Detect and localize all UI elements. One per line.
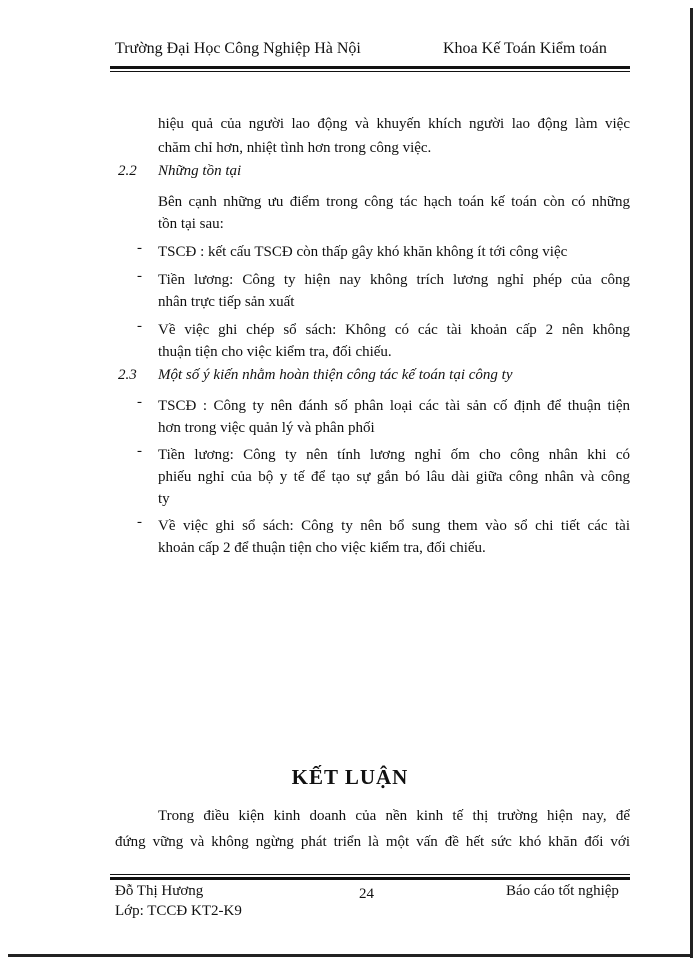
section-2-3-bullet-1-line-2: hơn trong việc quản lý và phân phối — [158, 420, 375, 436]
page-border-bottom — [8, 954, 693, 957]
section-number: 2.3 — [118, 367, 137, 383]
section-2-3-bullet-1-line-1: TSCĐ : Công ty nên đánh số phân loại các tài sản cố định để thuận tiện — [158, 398, 630, 414]
footer-author: Đỗ Thị Hương — [115, 883, 204, 899]
section-2-3-bullet-2-line-1: Tiền lương: Công ty nên tính lương nghỉ ốm cho công nhân khi có — [158, 447, 630, 463]
intro-line-1: hiệu quả của người lao động và khuyến khích người lao động làm việc — [158, 116, 630, 132]
section-2-3-bullet-2-line-2: phiếu nghỉ của bộ y tế để tạo sự gắn bó lâu dài giữa công nhân và công — [158, 469, 630, 485]
intro-line-2: chăm chỉ hơn, nhiệt tình hơn trong công việc. — [158, 140, 432, 156]
footer-report: Báo cáo tốt nghiệp — [506, 883, 619, 899]
section-2-2-lead-line-1: Bên cạnh những ưu điểm trong công tác hạch toán kế toán còn có những — [158, 194, 630, 210]
page-number: 24 — [359, 886, 374, 902]
header-school: Trường Đại Học Công Nghiệp Hà Nội — [115, 40, 361, 57]
conclusion-line-2: đứng vững và không ngừng phát triển là một vấn đề hết sức khó khăn đối với — [115, 834, 630, 850]
section-2-3-bullet-3-line-2: khoản cấp 2 để thuận tiện cho việc kiểm tra, đối chiếu. — [158, 540, 486, 556]
section-2-2-bullet-1-line-1: TSCĐ : kết cấu TSCĐ còn thấp gây khó khăn không ít tới công việc — [158, 244, 568, 260]
bullet-dash: - — [137, 240, 142, 256]
page-border-right — [690, 8, 693, 958]
conclusion-line-1: Trong điều kiện kinh doanh của nền kinh tế thị trường hiện nay, để — [158, 808, 630, 824]
header-rule-thin — [110, 71, 630, 72]
bullet-dash: - — [137, 394, 142, 410]
section-2-2-bullet-3-line-2: thuận tiện cho việc kiểm tra, đối chiếu. — [158, 344, 392, 360]
section-2-2-lead-line-2: tồn tại sau: — [158, 216, 224, 232]
section-2-3-bullet-3-line-1: Về việc ghi sổ sách: Công ty nên bổ sung them vào sổ chi tiết các tài — [158, 518, 630, 534]
section-title: Những tồn tại — [158, 163, 242, 179]
header-faculty: Khoa Kế Toán Kiểm toán — [443, 40, 607, 57]
section-number: 2.2 — [118, 163, 137, 179]
section-2-2-bullet-3-line-1: Về việc ghi chép sổ sách: Không có các tài khoản cấp 2 nên không — [158, 322, 630, 338]
header-rule-thick — [110, 66, 630, 69]
footer-class: Lớp: TCCĐ KT2-K9 — [115, 903, 242, 919]
bullet-dash: - — [137, 514, 142, 530]
section-2-2-bullet-2-line-2: nhân trực tiếp sản xuất — [158, 294, 295, 310]
section-2-2-bullet-2-line-1: Tiền lương: Công ty hiện nay không trích lương nghỉ phép của công — [158, 272, 630, 288]
conclusion-title: KẾT LUẬN — [291, 765, 409, 789]
bullet-dash: - — [137, 268, 142, 284]
bullet-dash: - — [137, 443, 142, 459]
page-header — [115, 40, 620, 62]
section-title: Một số ý kiến nhằm hoàn thiện công tác kế toán tại công ty — [158, 367, 513, 383]
footer-rule-thin — [110, 874, 630, 875]
footer-rule-thick — [110, 877, 630, 880]
section-2-3-bullet-2-line-3: ty — [158, 491, 170, 507]
bullet-dash: - — [137, 318, 142, 334]
